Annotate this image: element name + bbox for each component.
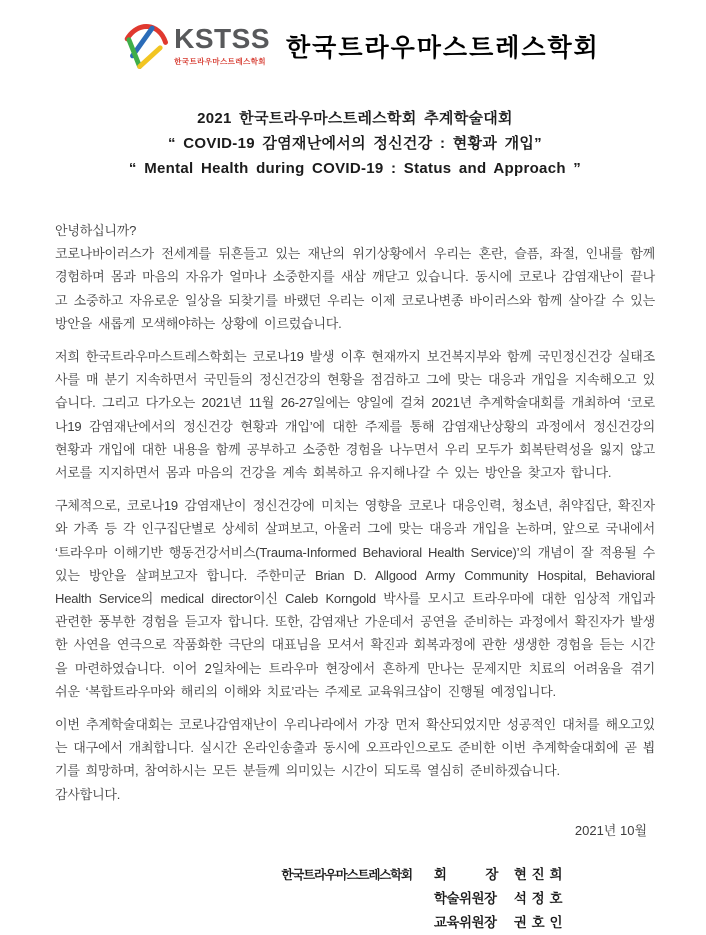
conference-title-line3: “ Mental Health during COVID-19 : Status and Approach ” <box>128 160 582 177</box>
signature-organization: 한국트라우마스트레스학회 <box>281 867 412 882</box>
paragraph-4: 이번 추계학술대회는 코로나감염재난이 우리나라에서 가장 먼저 확산되었지만 성공적인 대처를 해오고있는 대구에서 개최합니다. 실시간 온라인송출과 동시에 오프라인으로도 준비한 이번 추계학술대회에 곧 뵙기를 희망하며, 참여하시는 모든 분들께 의미있는 시간이 되도록 열심히 준비하겠습니다. <box>55 717 655 779</box>
letter-date: 2021년 10월 <box>574 822 647 838</box>
logo-text-block <box>174 25 270 67</box>
conference-title-block <box>55 106 655 181</box>
signature-role: 교육위원장 <box>433 914 497 930</box>
signature-row <box>434 887 563 911</box>
signature-name: 권 호 인 <box>513 914 563 930</box>
signature-row <box>434 863 563 887</box>
conference-title-line1: 2021 한국트라우마스트레스학회 추계학술대회 <box>197 110 513 127</box>
signature-name: 석 정 호 <box>513 890 563 906</box>
logo-subtext: 한국트라우마스트레스학회 <box>174 57 266 66</box>
signature-role: 학술위원장 <box>433 890 497 906</box>
signature-row <box>434 911 563 935</box>
paragraph-3: 구체적으로, 코로나19 감염재난이 정신건강에 미치는 영향을 코로나 대응인력, 청소년, 취약집단, 확진자와 가족 등 각 인구집단별로 상세히 살펴보고, 아울러 그에 맞는 대응과 개입을 논하며, 앞으로 국내에서 ‘트라우마 이해기반 행동건강서비스(Trauma-Informed Behavioral Health Service)’의 개념이 잘 적용될 수 있는 방안을 살펴보고자 합니다. 주한미군 Brian D. Allgood Army Community Hospital, Behavioral Health Service의 medical director이신 Caleb Korngold 박사를 모시고 트라우마에 대한 임상적 개입과 관련한 풍부한 경험을 듣고자 합니다. 또한, 감염재난 가운데서 공연을 준비하는 과정에서 확진자가 발생한 사연을 연극으로 작품화한 극단의 대표님을 모셔서 확진과 회복과정에 관한 생생한 경험을 듣는 시간을 마련하였습니다. 이어 2일차에는 트라우마 현장에서 흔하게 만나는 문제지만 치료의 어려움을 겪기 쉬운 ‘복합트라우마와 해리의 이해와 치료’라는 주제로 교육워크샵이 진행될 예정입니다. <box>55 498 655 699</box>
signature-role: 회 장 <box>433 866 498 882</box>
letter-body <box>55 219 655 806</box>
kstss-logo <box>120 19 270 73</box>
conference-title-line2: “ COVID-19 감염재난에서의 정신건강 : 현황과 개입” <box>168 135 542 152</box>
paragraph-1: 코로나바이러스가 전세계를 뒤흔들고 있는 재난의 위기상황에서 우리는 혼란, 슬픔, 좌절, 인내를 함께 경험하며 몸과 마음의 자유가 얼마나 소중한지를 새삼 깨닫고 있습니다. 동시에 코로나 감염재난이 끝나고 소중하고 자유로운 일상을 되찾기를 바랬던 우리는 이제 코로나변종 바이러스와 함께 살아갈 수 있는 방안을 새롭게 모색해야하는 상황에 이르렀습니다. <box>55 246 655 331</box>
paragraph-2: 저희 한국트라우마스트레스학회는 코로나19 발생 이후 현재까지 보건복지부와 함께 국민정신건강 실태조사를 매 분기 지속하면서 국민들의 정신건강의 현황을 점검하고 그에 맞는 대응과 개입을 지속해오고 있습니다. 그리고 다가오는 2021년 11월 26-27일에는 양일에 걸쳐 2021년 추계학술대회를 개최하여 ‘코로나19 감염재난에서의 정신건강 현황과 개입’에 대한 주제를 통해 감염재난상황의 과정에서 정신건강의 현황과 개입에 대한 내용을 함께 공부하고 소중한 경험을 나누면서 우리 모두가 회복탄력성을 잃지 않고 서로를 지지하면서 몸과 마음의 건강을 계속 회복하고 유지해나갈 수 있는 방안을 찾고자 합니다. <box>55 349 655 481</box>
signature-rows <box>434 863 563 935</box>
closing-line: 감사합니다. <box>55 786 121 802</box>
kstss-pinwheel-icon <box>120 19 170 73</box>
signature-name: 현 진 희 <box>513 866 563 882</box>
organization-title: 한국트라우마스트레스학회 <box>286 34 600 62</box>
signature-block <box>55 863 655 935</box>
greeting: 안녕하십니까? <box>55 223 137 238</box>
letterhead <box>65 14 655 78</box>
logo-acronym: KSTSS <box>174 23 271 54</box>
